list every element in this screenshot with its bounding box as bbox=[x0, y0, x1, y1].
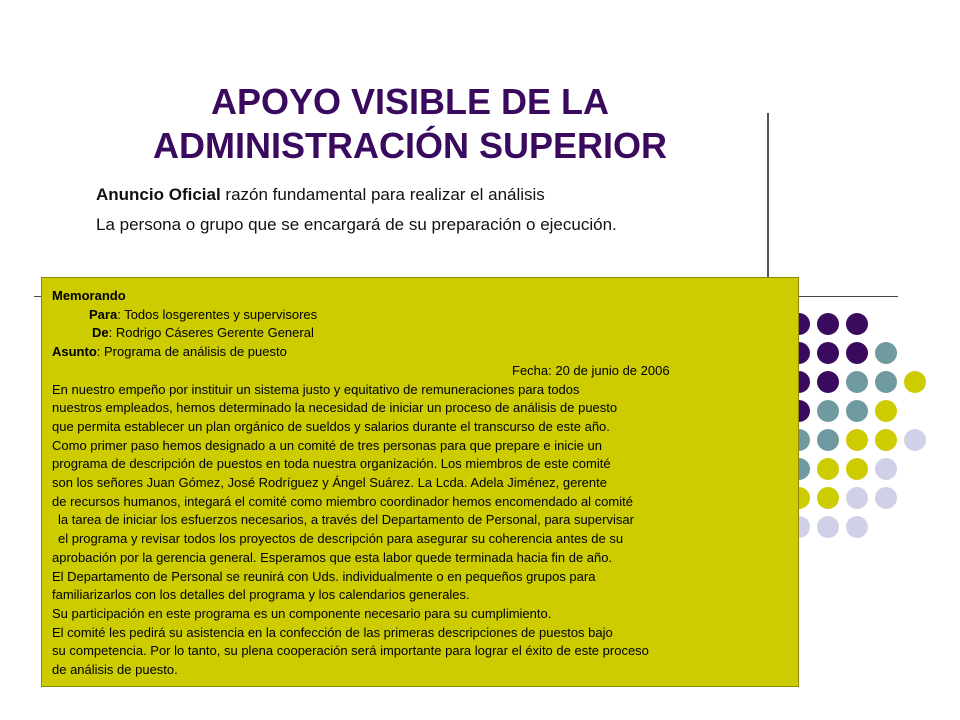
memo-body-line: programa de descripción de puestos en toda nuestra organización. Los miembros de este comité bbox=[52, 456, 611, 472]
decorative-dot bbox=[817, 458, 839, 480]
decorative-dot bbox=[846, 342, 868, 364]
memo-box bbox=[41, 277, 799, 687]
decorative-dot bbox=[846, 458, 868, 480]
memo-para-label: Para bbox=[89, 306, 118, 322]
memo-body-line: Su participación en este programa es un componente necesario para su cumplimiento. bbox=[52, 605, 552, 621]
decorative-dot bbox=[846, 400, 868, 422]
memo-body-line: aprobación por la gerencia general. Esperamos que esta labor quede terminada hacia fin de año. bbox=[52, 549, 613, 565]
memo-body-line: de recursos humanos, integará el comité como miembro coordinador hemos encomendado al comité bbox=[52, 493, 633, 509]
slide-title bbox=[40, 80, 780, 168]
decorative-dot bbox=[875, 342, 897, 364]
decorative-dot bbox=[846, 487, 868, 509]
memo-body-line: de análisis de puesto. bbox=[52, 662, 178, 678]
slide-title-line-1: APOYO VISIBLE DE LA bbox=[210, 81, 610, 122]
decorative-dot bbox=[846, 313, 868, 335]
memo-body-line: familiarizarlos con los detalles del programa y los calendarios generales. bbox=[52, 587, 470, 603]
memo-body-line: son los señores Juan Gómez, José Rodríguez y Ángel Suárez. La Lcda. Adela Jiménez, gerente bbox=[52, 475, 607, 491]
memo-asunto-value: : Programa de análisis de puesto bbox=[96, 344, 287, 360]
decorative-dot bbox=[817, 371, 839, 393]
memo-asunto-label: Asunto bbox=[52, 344, 97, 360]
decorative-dot bbox=[817, 487, 839, 509]
decorative-dot bbox=[846, 516, 868, 538]
decorative-dot bbox=[817, 342, 839, 364]
memo-body-line: su competencia. Por lo tanto, su plena cooperación será importante para lograr el éxito de este proceso bbox=[52, 643, 649, 659]
decorative-dot bbox=[846, 429, 868, 451]
decorative-dot bbox=[875, 429, 897, 451]
bullet-anuncio-oficial bbox=[96, 182, 736, 208]
bullet-persona-grupo: La persona o grupo que se encargará de su preparación o ejecución. bbox=[96, 215, 617, 234]
memo-para-line bbox=[52, 306, 788, 325]
decorative-dot bbox=[846, 371, 868, 393]
decorative-dot bbox=[875, 400, 897, 422]
memo-body-line: El comité les pedirá su asistencia en la confección de las primeras descripciones de puestos bajo bbox=[52, 624, 613, 640]
memo-para-value: : Todos losgerentes y supervisores bbox=[117, 306, 318, 322]
decorative-dot bbox=[875, 371, 897, 393]
memo-body-line: En nuestro empeño por instituir un sistema justo y equitativo de remuneraciones para todos bbox=[52, 381, 580, 397]
slide-bullets bbox=[96, 182, 736, 242]
memo-de-value: : Rodrigo Cáseres Gerente General bbox=[108, 325, 314, 341]
memo-heading: Memorando bbox=[52, 288, 126, 303]
decorative-dot bbox=[817, 313, 839, 335]
decorative-dot bbox=[875, 487, 897, 509]
decorative-dot bbox=[817, 516, 839, 538]
memo-body-line: nuestros empleados, hemos determinado la necesidad de iniciar un proceso de análisis de puesto bbox=[52, 400, 618, 416]
decorative-dot bbox=[904, 429, 926, 451]
memo-body-line: la tarea de iniciar los esfuerzos necesarios, a través del Departamento de Personal, para supervisar bbox=[58, 512, 634, 528]
decorative-dot bbox=[817, 429, 839, 451]
memo-date: Fecha: 20 de junio de 2006 bbox=[512, 362, 670, 378]
memo-de-line bbox=[52, 324, 788, 343]
decorative-dot bbox=[904, 371, 926, 393]
slide-title-line-2: ADMINISTRACIÓN SUPERIOR bbox=[152, 125, 668, 166]
memo-body-line: que permita establecer un plan orgánico de sueldos y salarios durante el transcurso de este año. bbox=[52, 418, 610, 434]
memo-de-label: De bbox=[92, 325, 109, 341]
bullet-text: razón fundamental para realizar el análisis bbox=[220, 185, 545, 204]
memo-body bbox=[52, 381, 788, 680]
memo-body-line: El Departamento de Personal se reunirá con Uds. individualmente o en pequeños grupos para bbox=[52, 568, 596, 584]
memo-body-line: Como primer paso hemos designado a un comité de tres personas para que prepare e inicie un bbox=[52, 437, 602, 453]
memo-asunto-line bbox=[52, 343, 788, 362]
decorative-dot bbox=[875, 458, 897, 480]
bullet-bold-text: Anuncio Oficial bbox=[96, 185, 221, 204]
memo-body-line: el programa y revisar todos los proyectos de descripción para asegurar su coherencia antes de su bbox=[58, 531, 624, 547]
decorative-dot bbox=[817, 400, 839, 422]
